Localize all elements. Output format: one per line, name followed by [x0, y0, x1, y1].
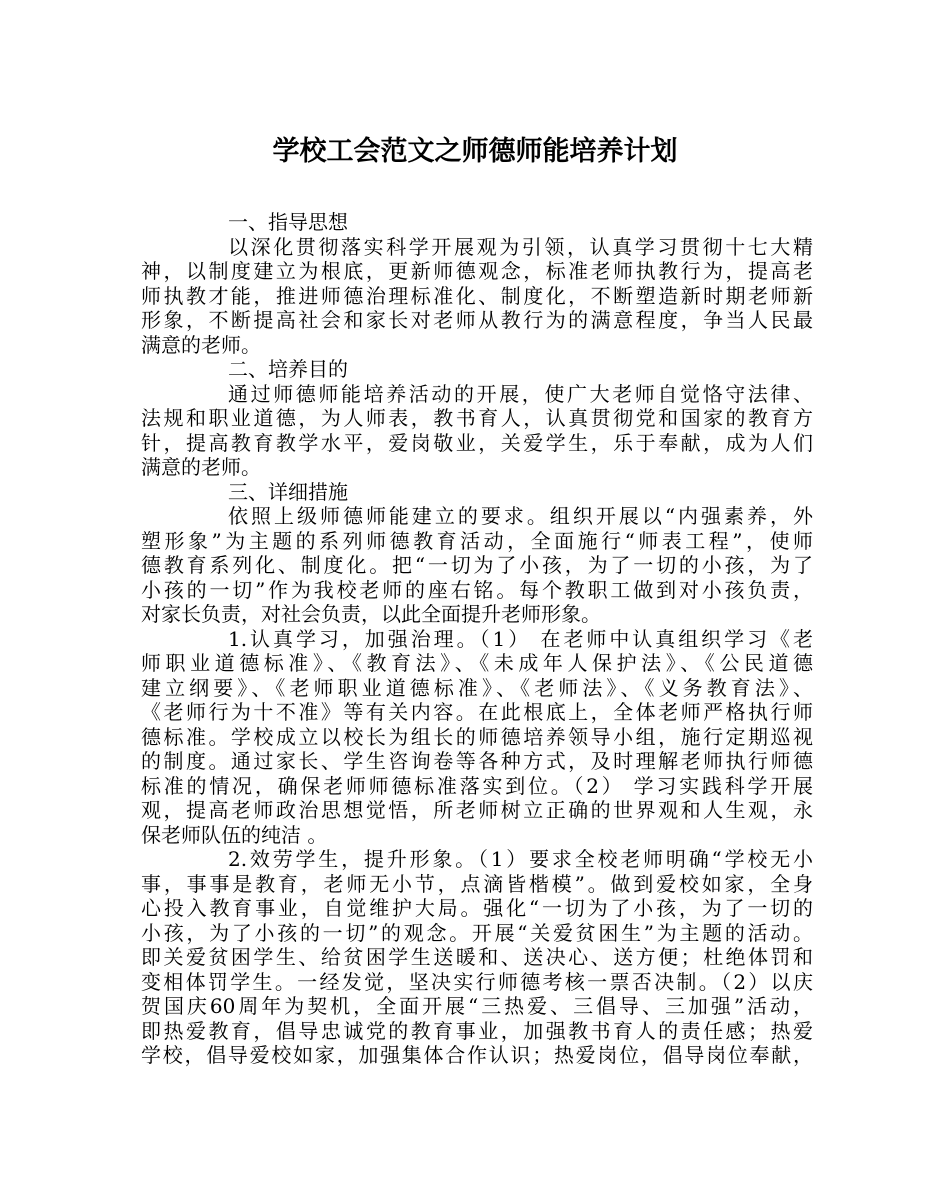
text-line: 师执教才能，推进师德治理标准化、制度化，不断塑造新时期老师新: [141, 283, 813, 308]
text-line: 三、详细措施: [228, 479, 348, 504]
text-line: 小孩的一切”作为我校老师的座右铭。每个教职工做到对小孩负责，: [141, 577, 813, 602]
document-title: 学校工会范文之师德师能培养计划: [272, 136, 678, 167]
text-line: 法规和职业道德，为人师表，教书育人，认真贯彻党和国家的教育方: [141, 406, 813, 430]
text-line: 观，提高老师政治思想觉悟，所老师树立正确的世界观和人生观，永: [141, 798, 813, 822]
text-line: 一、指导思想: [228, 210, 348, 234]
text-line: 德标准。学校成立以校长为组长的师德培养领导小组，施行定期巡视: [141, 724, 813, 749]
text-line: 标准的情况，确保老师师德标准落实到位。（2） 学习实践科学开展: [141, 773, 813, 798]
text-line: 即热爱教育，倡导忠诚党的教育事业，加强教书育人的责任感；热爱: [141, 1018, 813, 1043]
text-line: 二、培养目的: [228, 357, 348, 381]
text-line: 德教育系列化、制度化。把“一切为了小孩，为了一切的小孩，为了: [141, 553, 813, 577]
text-line: 满意的老师。: [141, 455, 261, 479]
text-line: 依照上级师德师能建立的要求。组织开展以“内强素养，外: [228, 504, 813, 528]
text-line: 满意的老师。: [141, 332, 261, 357]
text-line: 建立纲要》、《老师职业道德标准》、《老师法》、《义务教育法》、: [141, 675, 813, 700]
text-line: 对家长负责，对社会负责，以此全面提升老师形象。: [141, 602, 601, 626]
text-line: 小孩，为了小孩的一切”的观念。开展“关爱贫困生”为主题的活动。: [141, 920, 813, 945]
text-line: 心投入教育事业，自觉维护大局。强化“一切为了小孩，为了一切的: [141, 896, 813, 920]
text-line: 的制度。通过家长、学生咨询卷等各种方式，及时理解老师执行师德: [141, 749, 813, 773]
text-line: 针，提高教育教学水平，爱岗敬业，关爱学生，乐于奉献，成为人们: [141, 430, 813, 455]
text-line: 即关爱贫困学生、给贫困学生送暖和、送决心、送方便；杜绝体罚和: [141, 945, 813, 969]
text-line: 贺国庆60周年为契机，全面开展“三热爱、三倡导、三加强”活动，: [141, 994, 813, 1018]
text-line: 事，事事是教育，老师无小节，点滴皆楷模”。做到爱校如家，全身: [141, 871, 813, 896]
text-line: 塑形象”为主题的系列师德教育活动，全面施行“师表工程”，使师: [141, 528, 813, 553]
text-line: 1.认真学习，加强治理。（1） 在老师中认真组织学习《老: [228, 626, 813, 651]
text-line: 变相体罚学生。一经发觉，坚决实行师德考核一票否决制。（2）以庆: [141, 969, 813, 994]
text-line: 以深化贯彻落实科学开展观为引领，认真学习贯彻十七大精: [228, 234, 813, 259]
text-line: 师职业道德标准》、《教育法》、《未成年人保护法》、《公民道德: [141, 651, 813, 675]
text-line: 2.效劳学生，提升形象。（1）要求全校老师明确“学校无小: [228, 847, 813, 871]
text-line: 形象，不断提高社会和家长对老师从教行为的满意程度，争当人民最: [141, 308, 813, 332]
text-line: 保老师队伍的纯洁 。: [141, 822, 328, 847]
document-body: [141, 210, 813, 1068]
text-line: 《老师行为十不准》等有关内容。在此根底上，全体老师严格执行师: [141, 700, 813, 724]
text-line: 通过师德师能培养活动的开展，使广大老师自觉恪守法律、: [228, 381, 813, 406]
text-line: 神，以制度建立为根底，更新师德观念，标准老师执教行为，提高老: [141, 259, 813, 283]
text-line: 学校，倡导爱校如家，加强集体合作认识；热爱岗位，倡导岗位奉献，: [141, 1043, 813, 1067]
